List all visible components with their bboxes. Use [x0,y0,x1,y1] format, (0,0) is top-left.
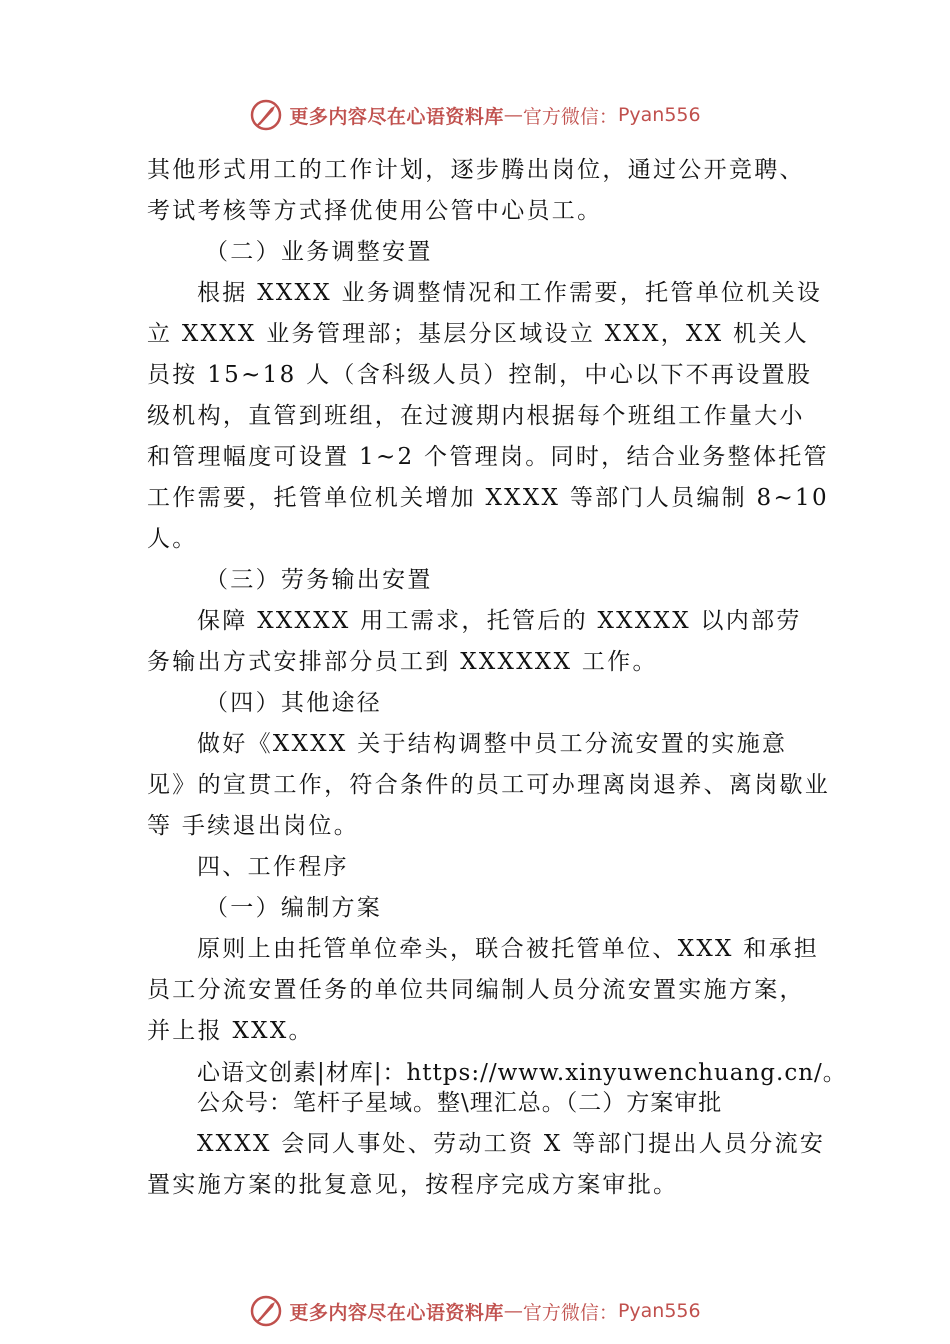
text-line: 立 XXXX 业务管理部；基层分区域设立 XXX，XX 机关人 [147,321,809,347]
text-line: 见》的宣贯工作，符合条件的员工可办理离岗退养、离岗歇业 [147,772,831,798]
text-line: 员工分流安置任务的单位共同编制人员分流安置实施方案， [147,977,805,1003]
text-line: 置实施方案的批复意见，按程序完成方案审批。 [147,1172,679,1198]
text-line: 公众号：笔杆子星域。整\理汇总。（二）方案审批 [197,1090,723,1116]
quill-logo-icon [249,98,283,132]
text-line: 考试考核等方式择优使用公管中心员工。 [147,198,603,224]
text-line: 其他形式用工的工作计划，逐步腾出岗位，通过公开竞聘、 [147,157,805,183]
text-line: 和管理幅度可设置 1~2 个管理岗。同时，结合业务整体托管 [147,444,829,470]
watermark-main-text: 更多内容尽在心语资料库 [289,105,504,128]
footer-watermark [0,1292,950,1330]
section-heading: （一）编制方案 [205,895,383,921]
text-line: 等 手续退出岗位。 [147,813,360,839]
text-line: 员按 15~18 人（含科级人员）控制，中心以下不再设置股 [147,362,813,388]
text-line: 人。 [147,526,198,552]
text-line: 级机构，直管到班组，在过渡期内根据每个班组工作量大小 [147,403,805,429]
section-heading: 四、工作程序 [197,854,349,880]
text-line: 根据 XXXX 业务调整情况和工作需要，托管单位机关设 [197,280,823,306]
section-heading: （二）业务调整安置 [205,239,433,265]
watermark-separator: — [503,1300,523,1322]
text-line: 做好《XXXX 关于结构调整中员工分流安置的实施意 [197,731,788,757]
text-line: 保障 XXXXX 用工需求，托管后的 XXXXX 以内部劳 [197,608,802,634]
text-line: 工作需要，托管单位机关增加 XXXX 等部门人员编制 8~10 [147,485,829,511]
document-body [147,150,847,1206]
watermark-separator: — [503,104,523,126]
watermark-contact: 官方微信： [522,1301,618,1324]
header-watermark [0,96,950,134]
text-line: 并上报 XXX。 [147,1018,314,1044]
text-line: XXXX 会同人事处、劳动工资 X 等部门提出人员分流安 [197,1131,826,1157]
quill-logo-icon [249,1294,283,1328]
text-line: 心语文创素|材库|：https://www.xinyuwenchuang.cn/。 [197,1060,847,1086]
watermark-main-text: 更多内容尽在心语资料库 [289,1301,504,1324]
watermark-wechat-id: Pyan556 [617,1300,701,1322]
section-heading: （四）其他途径 [205,690,383,716]
watermark-contact: 官方微信： [522,105,618,128]
section-heading: （三）劳务输出安置 [205,567,433,593]
text-line: 务输出方式安排部分员工到 XXXXXX 工作。 [147,649,658,675]
watermark-wechat-id: Pyan556 [617,104,701,126]
text-line: 原则上由托管单位牵头，联合被托管单位、XXX 和承担 [197,936,820,962]
